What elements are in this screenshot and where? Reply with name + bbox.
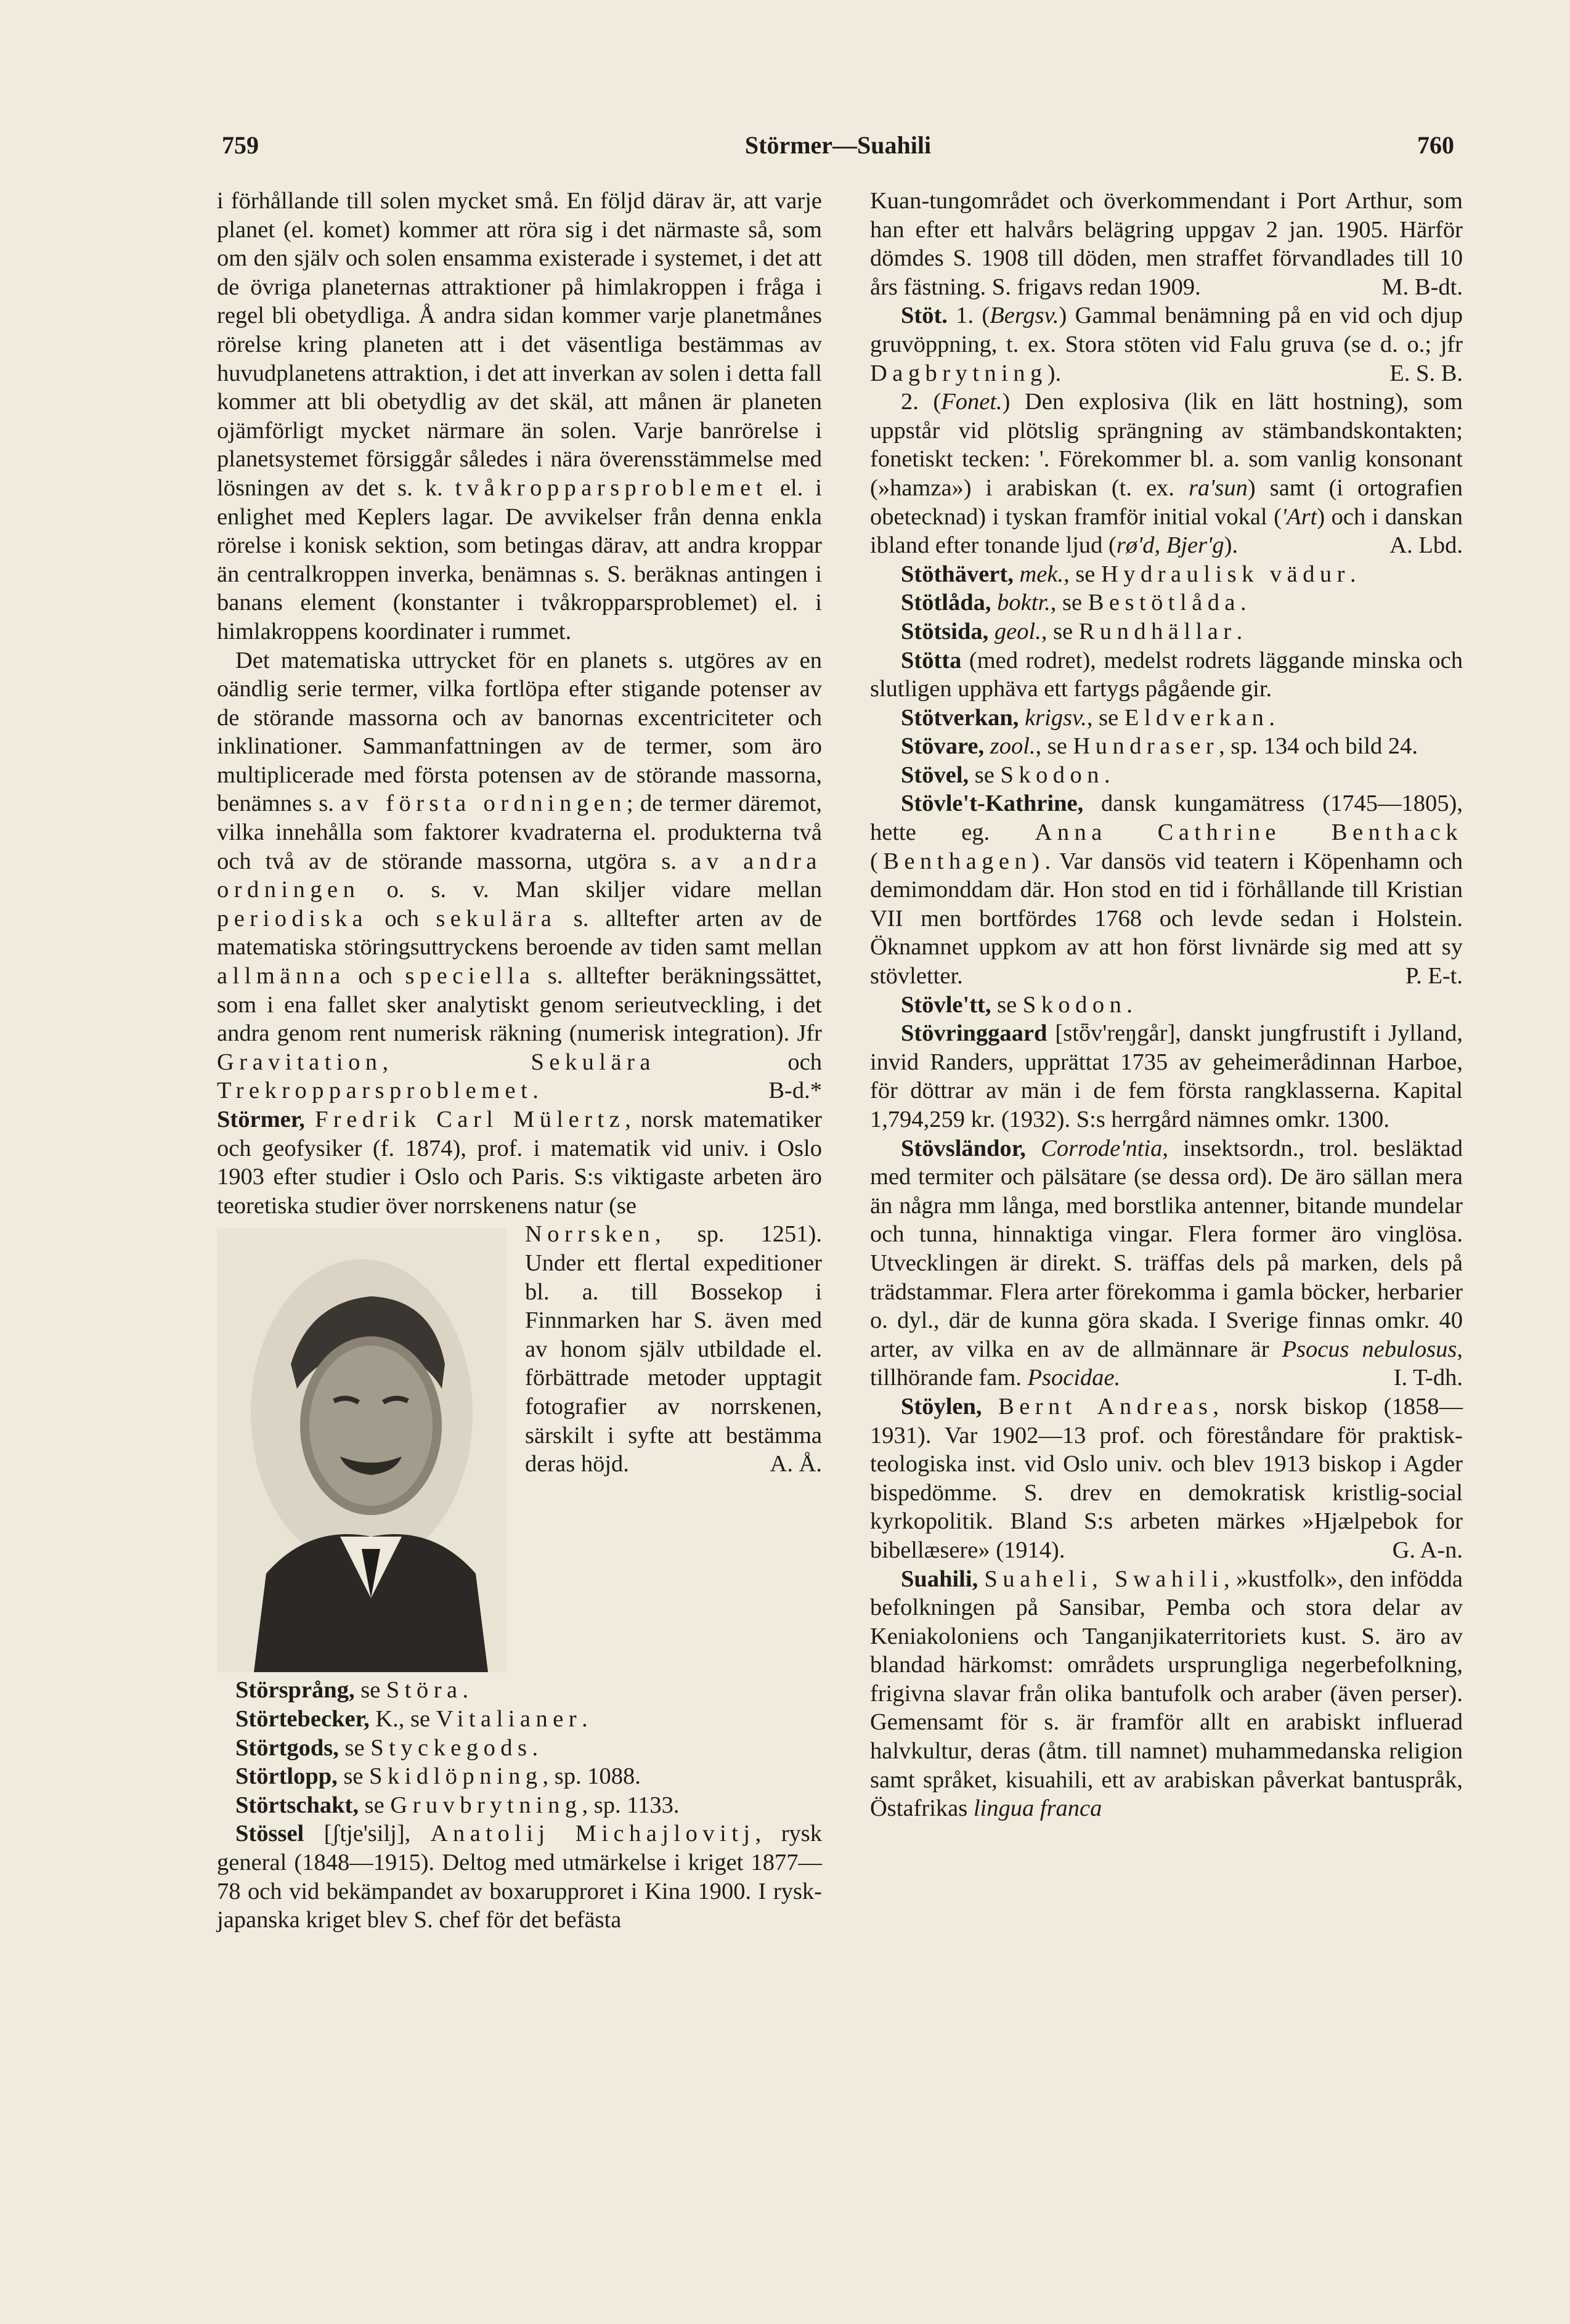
headword: Störmer, <box>217 1107 305 1132</box>
entry-stotverkan: Stötverkan, krigsv., se Eldverkan. <box>901 704 1275 731</box>
entry-stortschakt: Störtschakt, se Gruvbrytning, sp. 1133. <box>235 1792 680 1818</box>
signature: G. A-n. <box>1392 1537 1463 1563</box>
entry-suahili: Suahili, Suaheli, Swahili, »kustfolk», den infödda befolkningen på Sansibar, Pemba och stora delar av Keniakoloniens och Tanganjikaterritoriets kust. S. äro av blandad härkomst: områdets ursprungliga negerbefolkning, frigivna slavar från olika bantufolk och araber (även perser). Gemensamt för s. är framför allt en arabiskt influerad halvkultur, deras (åtm. till namnet) muhammedanska religion samt språket, kisuahili, ett av arabiskan påverkat bantuspråk, Östafrikas lingua franca <box>870 1566 1463 1822</box>
entry-stovslandor: Stövsländor, Corrode'ntia, insektsordn., trol. besläktad med termiter och pälsätare (se dessa ord). De äro sällan mera än några mm långa, med borstlika antenner, bitande mundelar och tunna, hinnaktiga vingar. Flera former äro vinglösa. Utvecklingen är direkt. S. träffas dels på marken, dels på trädstammar. Flera arter förekomma i gamla böcker, herbarier o. dyl., där de kunna göra skada. I Sverige finnas omkr. 40 arter, av vilka en av de allmännare är Psocus nebulosus, tillhörande fam. Psocidae. I. T-dh. <box>870 1134 1463 1392</box>
signature: A. Å. <box>770 1451 822 1477</box>
left-column <box>217 187 822 1935</box>
entry-stothavert: Stöthävert, mek., se Hydraulisk vädur. <box>901 561 1356 587</box>
portrait-illustration <box>217 1229 506 1672</box>
entry-stovare: Stövare, zool., se Hundraser, sp. 134 och bild 24. <box>901 733 1418 760</box>
entry-stormer-continued: Norrsken, sp. 1251). Under ett flertal expeditioner bl. a. till Bossekop i Finnmarken har S. även med av honom själv utbildade el. förbättrade metoder upptagit fotografier av norrskenen, särskilt i syfte att bestämma deras höjd. A. Å. <box>217 1220 822 1478</box>
entry-stotta: Stötta (med rodret), medelst rodrets läggande minska och slutligen upphäva ett fartygs pågående gir. <box>870 647 1463 702</box>
signature: E. S. B. <box>1389 360 1463 386</box>
entry-stot-2: 2. (Fonet.) Den explosiva (lik en lätt hostning), som uppstår vid plötslig sprängning av stämbandskontakten; fonetiskt tecken: '. Förekommer bl. a. som vanlig konsonant (»hamza») i arabiskan (t. ex. ra'sun) samt (i ortografien obetecknad) i tyskan framför initial vokal ('Art) och i danskan ibland efter tonande ljud (rø'd, Bjer'g). A. Lbd. <box>870 388 1463 560</box>
entry-stovlet-kathrine: Stövle't-Kathrine, dansk kungamätress (1745—1805), hette eg. Anna Cathrine Benthack (Benthagen). Var dansös vid teatern i Köpenhamn och demimonddam där. Hon stod en tid i förhållande till Kristian VII men bortfördes 1768 och levde sedan i Holstein. Öknamnet uppkom av att hon först livnärde sig med att sy stövletter. P. E-t. <box>870 789 1463 990</box>
entry-stortebecker: Störtebecker, K., se Vitalianer. <box>235 1705 588 1732</box>
entry-stormer: Störmer, Fredrik Carl Mülertz, norsk matematiker och geofysiker (f. 1874), prof. i matematik vid univ. i Oslo 1903 efter studier i Oslo och Paris. S:s viktigaste arbeten äro teoretiska studier över norrskenens natur (se <box>217 1107 823 1219</box>
page-number-right: 760 <box>1417 131 1454 159</box>
signature: P. E-t. <box>1405 963 1463 989</box>
entry-stortgods: Störtgods, se Styckegods. <box>235 1734 539 1761</box>
entry-stoylen: Stöylen, Bernt Andreas, norsk biskop (1858—1931). Var 1902—13 prof. och föreståndare för praktisk-teologiska inst. vid Oslo univ. och blev 1913 biskop i Agder bispedömme. S. drev en demokratisk kristlig-social kyrkopolitik. Bland S:s arbeten märkes »Hjælpebok for bibellæsere» (1914). G. A-n. <box>870 1392 1463 1565</box>
portrait-photo <box>217 1229 506 1672</box>
entry-stovringgaard: Stövringgaard [stȫv'reŋgår], danskt jungfrustift i Jylland, invid Randers, upprättat 1735 av geheimerådinnan Harboe, för döttrar av män i de fem första rangklasserna. Kapital 1,794,259 kr. (1932). S:s herrgård nämnes omkr. 1300. <box>870 1020 1463 1132</box>
entry-stotsida: Stötsida, geol., se Rundhällar. <box>901 618 1243 644</box>
page-header <box>222 131 1454 168</box>
entry-storsprang: Störsprång, se Störa. <box>235 1677 469 1704</box>
entry-stovlett: Stövle'tt, se Skodon. <box>901 991 1133 1018</box>
running-title: Störmer—Suahili <box>744 131 932 159</box>
signature: B-d.* <box>768 1078 822 1104</box>
entry-stotlada: Stötlåda, boktr., se Bestötlåda. <box>901 590 1247 616</box>
entry-stot-1: Stöt. 1. (Bergsv.) Gammal benämning på en vid och djup gruvöppning, t. ex. Stora stöten vid Falu gruva (se d. o.; jfr Dagbrytning). E. S. B. <box>870 301 1463 388</box>
signature: M. B-dt. <box>1381 274 1463 300</box>
entry-stovel: Stövel, se Skodon. <box>901 762 1110 788</box>
signature: A. Lbd. <box>1389 532 1463 559</box>
entry-stortlopp: Störtlopp, se Skidlöpning, sp. 1088. <box>235 1763 641 1790</box>
storningar-paragraph-2: Det matematiska uttrycket för en planets s. utgöres av en oändlig serie termer, vilka fortlöpa efter stigande potenser av de störande massorna och av banornas excentriciteter och inklinationer. Sammanfattningen av de termer, som äro multiplicerade med första potensen av de störande massorna, benämnes s. av första ordningen; de termer däremot, vilka innehålla som faktorer kvadraterna el. produkterna två och två av de störande massorna, utgöra s. av andra ordningen o. s. v. Man skiljer vidare mellan periodiska och sekulära s. alltefter arten av de matematiska störingsuttryckens beroende av tiden samt mellan allmänna och speciella s. alltefter beräkningssättet, som i ena fallet sker analytiskt genom serieutveckling, i det andra genom rent numerisk räkning (numerisk integration). Jfr Gravitation, Sekulära och Trekropparsproblemet. B-d.* <box>217 646 822 1106</box>
entry-stossel: Stössel [ʃtje'silj], Anatolij Michajlovitj, rysk general (1848—1915). Deltog med utmärkelse i kriget 1877—78 och vid bekämpandet av boxarupproret i Kina 1900. I rysk-japanska kriget blev S. chef för det befästa <box>217 1821 823 1933</box>
storningar-paragraph-1: i förhållande till solen mycket små. En följd därav är, att varje planet (el. komet) kommer att röra sig i det närmaste så, som om den själv och solen ensamma existerade i systemet, i det att de övriga planeternas attraktioner på himlakroppen i fråga i regel bli obetydliga. Å andra sidan kommer varje planetmånes rörelse kring planeten att i det väsentliga bestämmas av huvudplanetens attraktion, i det att inverkan av solen i detta fall kommer att bli obetydlig av det skäl, att månen är planeten ojämförligt mycket närmare än solen. Varje banrörelse i planetsystemet försiggår således i nära överensstämmelse med lösningen av det s. k. tvåkropparsproblemet el. i enlighet med Keplers lagar. De avvikelser från denna enkla rörelse i konisk sektion, som betingas därav, att andra kroppar än centralkroppen inverka, benämnas s. S. beräknas antingen i banans element (konstanter i tvåkropparsproblemet) el. i himlakroppens koordinater i rummet. <box>217 188 823 644</box>
signature: I. T-dh. <box>1393 1365 1463 1391</box>
page-number-left: 759 <box>222 131 259 159</box>
stossel-continued: Kuan-tungområdet och överkommendant i Port Arthur, som han efter ett halvårs belägring uppgav 2 jan. 1905. Härför dömdes S. 1908 till döden, men straffet förvandlades till 10 års fästning. S. frigavs redan 1909. M. B-dt. <box>870 187 1463 301</box>
right-column <box>870 187 1463 1823</box>
